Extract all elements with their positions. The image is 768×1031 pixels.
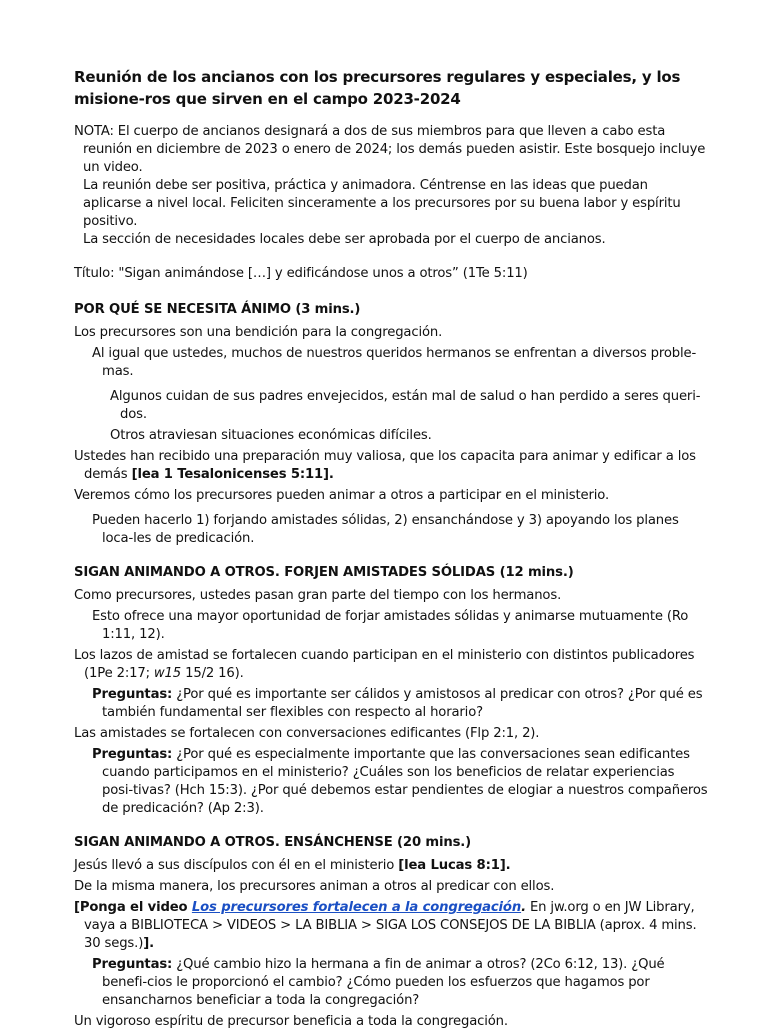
video-instruction-close: ]. (143, 936, 154, 951)
paragraph: Pueden hacerlo 1) forjando amistades sólidas, 2) ensanchándose y 3) apoyando los planes loca-les de predicación. (92, 513, 679, 546)
document-title: Reunión de los ancianos con los precursores regulares y especiales, y los misione-ros que sirven en el campo 2023-2024 (74, 68, 681, 108)
paragraph (74, 647, 708, 683)
note-block (74, 123, 708, 249)
paragraph: De la misma manera, los precursores animan a otros al predicar con ellos. (74, 879, 555, 894)
paragraph: Algunos cuidan de sus padres envejecidos, están mal de salud o han perdido a seres queri-dos. (110, 389, 701, 422)
note-line-3: La sección de necesidades locales debe ser aprobada por el cuerpo de ancianos. (83, 232, 606, 247)
paragraph-text: Jesús llevó a sus discípulos con él en el ministerio (74, 858, 399, 873)
paragraph: Otros atraviesan situaciones económicas difíciles. (110, 428, 432, 443)
paragraph: Las amistades se fortalecen con conversaciones edificantes (Flp 2:1, 2). (74, 726, 540, 741)
paragraph: Esto ofrece una mayor oportunidad de forjar amistades sólidas y animarse mutuamente (Ro 1:11, 12). (92, 609, 689, 642)
paragraph (74, 857, 708, 875)
paragraph: Veremos cómo los precursores pueden animar a otros a participar en el ministerio. (74, 488, 609, 503)
paragraph: Al igual que ustedes, muchos de nuestros queridos hermanos se enfrentan a diversos proble-mas. (92, 346, 697, 379)
questions-label: Preguntas: (92, 687, 173, 702)
paragraph: Como precursores, ustedes pasan gran parte del tiempo con los hermanos. (74, 588, 562, 603)
paragraph: Un vigoroso espíritu de precursor beneficia a toda la congregación. (74, 1014, 508, 1029)
questions-text: ¿Por qué es importante ser cálidos y amistosos al predicar con otros? ¿Por qué es también fundamental ser flexibles con respecto al horario? (102, 687, 703, 720)
scripture-reference: [lea Lucas 8:1]. (398, 858, 511, 873)
video-instruction (74, 899, 708, 953)
video-link[interactable]: Los precursores fortalecen a la congregación (191, 900, 522, 915)
video-link-period: . (521, 900, 526, 915)
video-instruction-prefix: [Ponga el video (74, 900, 192, 915)
paragraph (74, 448, 708, 484)
section-heading-widen-out: SIGAN ANIMANDO A OTROS. ENSÁNCHENSE (20 mins.) (74, 835, 472, 850)
paragraph-text: Ustedes han recibido una preparación muy valiosa, que los capacita para animar y edificar a los demás (74, 449, 696, 482)
note-line-2: La reunión debe ser positiva, práctica y animadora. Céntrense en las ideas que puedan aplicarse a nivel local. Feliciten sinceramente a los precursores por su buena labor y espíritu positivo. (83, 178, 681, 229)
scripture-reference: [lea 1 Tesalonicenses 5:11]. (131, 467, 334, 482)
note-line-1: NOTA: El cuerpo de ancianos designará a dos de sus miembros para que lleven a cabo esta reunión en diciembre de 2023 o enero de 2024; los demás pueden asistir. Este bosquejo incluye un video. (74, 124, 706, 175)
questions-text: ¿Qué cambio hizo la hermana a fin de animar a otros? (2Co 6:12, 13). ¿Qué benefi-cios le proporcionó el cambio? ¿Cómo pueden los esfuerzos que hagamos por ensancharnos beneficiar a toda la congregación? (102, 957, 665, 1008)
questions-text: ¿Por qué es especialmente importante que las conversaciones sean edificantes cuando participamos en el ministerio? ¿Cuáles son los beneficios de relatar experiencias posi-tivas? (Hch 15:3). ¿Por qué debemos estar pendientes de elogiar a nuestros compañeros de predicación? (Ap 2:3). (102, 747, 708, 816)
video-instruction-text: En jw.org o en JW Library, vaya a BIBLIOTECA > VIDEOS > LA BIBLIA > SIGA LOS CONSEJOS DE LA BIBLIA (aprox. 4 mins. 30 segs.) (84, 900, 697, 951)
questions-label: Preguntas: (92, 957, 173, 972)
section-heading-friendships: SIGAN ANIMANDO A OTROS. FORJEN AMISTADES SÓLIDAS (12 mins.) (74, 565, 574, 580)
questions-block (92, 686, 708, 722)
section-heading-why-encouragement: POR QUÉ SE NECESITA ÁNIMO (3 mins.) (74, 302, 361, 317)
questions-block (92, 956, 708, 1010)
questions-label: Preguntas: (92, 747, 173, 762)
paragraph-text: 15/2 16). (181, 666, 244, 681)
paragraph: Los precursores son una bendición para la congregación. (74, 325, 443, 340)
questions-block (92, 746, 708, 818)
publication-reference: w15 (153, 666, 182, 681)
theme-title: Título: "Sigan animándose […] y edificándose unos a otros” (1Te 5:11) (74, 266, 528, 281)
paragraph-text: Los lazos de amistad se fortalecen cuando participan en el ministerio con distintos publicadores (1Pe 2:17; (74, 648, 695, 681)
